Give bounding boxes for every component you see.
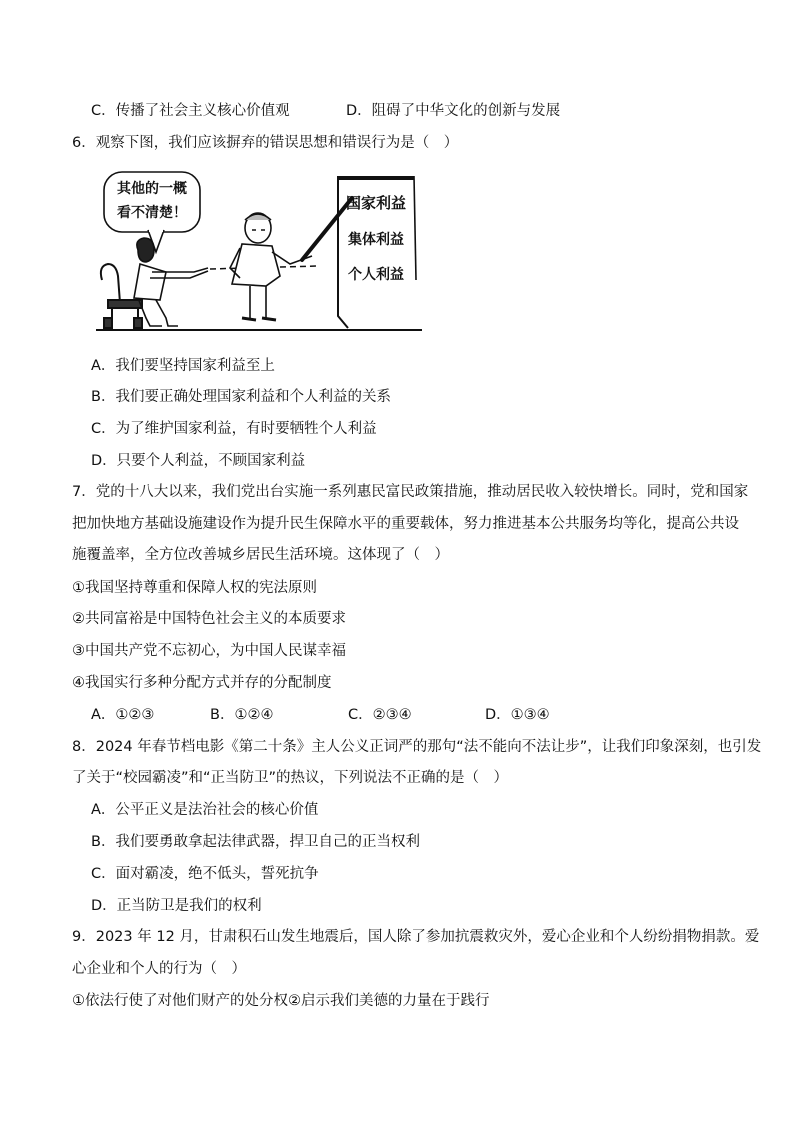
q7-choices-row [0, 705, 794, 725]
q7-stem-line-1: 7．党的十八大以来，我们党出台实施一系列惠民富民政策措施，推动居民收入较快增长。同时，党和国家 [72, 484, 749, 500]
speech-bubble [104, 172, 200, 252]
q7-item-3: ③中国共产党不忘初心，为中国人民谋幸福 [72, 643, 346, 659]
q8-option-b: B．我们要勇敢拿起法律武器，捍卫自己的正当权利 [91, 834, 420, 850]
q5-option-c: C．传播了社会主义核心价值观 [91, 103, 290, 119]
q8-option-d: D．正当防卫是我们的权利 [91, 898, 262, 914]
q7-stem-line-3: 施覆盖率，全方位改善城乡居民生活环境。这体现了（ ） [72, 547, 449, 563]
teacher-drawing [230, 213, 312, 320]
q9-items-line: ①依法行使了对他们财产的处分权②启示我们美德的力量在于践行 [72, 993, 490, 1009]
q6-cartoon-illustration [90, 168, 430, 338]
pointer-stick [302, 198, 352, 260]
q5-options-row [0, 101, 794, 121]
q7-choice-c: C．②③④ [348, 707, 412, 723]
q8-stem-line-1: 8．2024 年春节档电影《第二十条》主人公义正词严的那句“法不能向不法让步”，让我们印象深刻，也引发 [72, 739, 762, 755]
speech-line-1: 其他的一概 [117, 181, 187, 197]
board-line-national: 国家利益 [345, 194, 407, 212]
q7-choice-d: D．①③④ [485, 707, 550, 723]
q6-option-b: B．我们要正确处理国家利益和个人利益的关系 [91, 389, 391, 405]
speech-line-2: 看不清楚！ [117, 205, 187, 221]
q7-item-4: ④我国实行多种分配方式并存的分配制度 [72, 675, 332, 691]
q8-option-a: A．公平正义是法治社会的核心价值 [91, 802, 319, 818]
q7-item-2: ②共同富裕是中国特色社会主义的本质要求 [72, 611, 346, 627]
q6-option-a: A．我们要坚持国家利益至上 [91, 358, 275, 374]
board-drawing [338, 176, 416, 328]
seated-man-drawing [134, 238, 208, 326]
q7-choice-b: B．①②④ [210, 707, 274, 723]
q7-item-1: ①我国坚持尊重和保障人权的宪法原则 [72, 580, 317, 596]
q9-stem-line-2: 心企业和个人的行为（ ） [72, 961, 246, 977]
q9-stem-line-1: 9．2023 年 12 月，甘肃积石山发生地震后，国人除了参加抗震救灾外，爱心企业和个人纷纷捐物捐款。爱 [72, 929, 760, 945]
q7-stem-line-2: 把加快地方基础设施建设作为提升民生保障水平的重要载体，努力推进基本公共服务均等化，提高公共设 [72, 516, 739, 532]
q8-option-c: C．面对霸凌，绝不低头，誓死抗争 [91, 866, 319, 882]
q8-stem-line-2: 了关于“校园霸凌”和“正当防卫”的热议，下列说法不正确的是（ ） [72, 770, 509, 786]
board-line-personal: 个人利益 [348, 267, 404, 283]
q6-stem: 6．观察下图，我们应该摒弃的错误思想和错误行为是（ ） [72, 135, 459, 151]
board-line-collective: 集体利益 [348, 232, 404, 248]
q5-option-d: D．阻碍了中华文化的创新与发展 [346, 103, 561, 119]
q6-option-c: C．为了维护国家利益，有时要牺牲个人利益 [91, 421, 377, 437]
q6-option-d: D．只要个人利益，不顾国家利益 [91, 453, 306, 469]
q7-choice-a: A．①②③ [91, 707, 155, 723]
